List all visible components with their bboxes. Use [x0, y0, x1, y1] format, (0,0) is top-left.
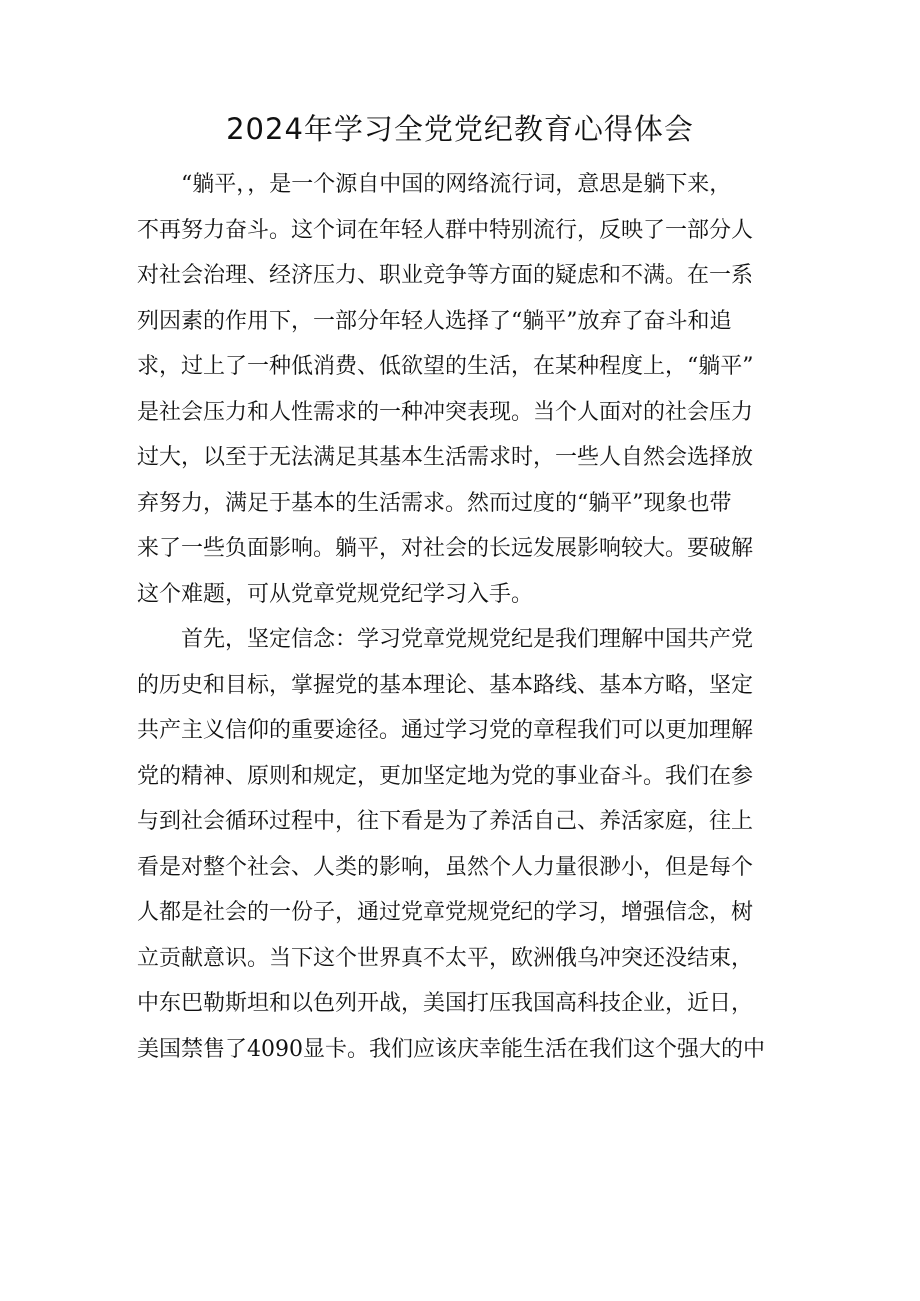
text-line: 共产主义信仰的重要途径。通过学习党的章程我们可以更加理解	[137, 718, 754, 743]
document-title: 2024年学习全党党纪教育心得体会	[226, 112, 694, 146]
text-line: 的历史和目标，掌握党的基本理论、基本路线、基本方略，坚定	[137, 672, 754, 698]
paragraph-1	[137, 162, 797, 617]
paragraph-2	[137, 617, 797, 1072]
text-line: 立贡献意识。当下这个世界真不太平，欧洲俄乌冲突还没结束，	[137, 945, 754, 971]
text-line: 看是对整个社会、人类的影响，虽然个人力量很渺小，但是每个	[137, 854, 754, 880]
text-line: 这个难题，可从党章党规党纪学习入手。	[137, 581, 534, 607]
document-body	[137, 162, 797, 1072]
text-line: 人都是社会的一份子，通过党章党规党纪的学习，增强信念，树	[137, 900, 754, 925]
text-line: 来了一些负面影响。躺平，对社会的长远发展影响较大。要破解	[137, 536, 754, 561]
text-line: 不再努力奋斗。这个词在年轻人群中特别流行，反映了一部分人	[137, 217, 754, 243]
text-line: 列因素的作用下，一部分年轻人选择了“躺平”放弃了奋斗和追	[137, 308, 732, 334]
text-line: 中东巴勒斯坦和以色列开战，美国打压我国高科技企业，近日，	[137, 991, 754, 1016]
text-line: 是社会压力和人性需求的一种冲突表现。当个人面对的社会压力	[137, 399, 754, 425]
text-line: 美国禁售了4090显卡。我们应该庆幸能生活在我们这个强大的中	[137, 1036, 765, 1062]
text-line: “躺平，，是一个源自中国的网络流行词，意思是躺下来，	[181, 172, 732, 197]
text-line: 弃努力，满足于基本的生活需求。然而过度的“躺平”现象也带	[137, 490, 732, 516]
text-line: 对社会治理、经济压力、职业竞争等方面的疑虑和不满。在一系	[137, 263, 754, 288]
text-line: 求，过上了一种低消费、低欲望的生活，在某种程度上，“躺平”	[137, 354, 754, 379]
text-line: 与到社会循环过程中，往下看是为了养活自己、养活家庭，往上	[137, 809, 754, 834]
text-line: 过大，以至于无法满足其基本生活需求时，一些人自然会选择放	[137, 445, 754, 470]
text-line: 首先，坚定信念：学习党章党规党纪是我们理解中国共产党	[181, 627, 754, 652]
text-line: 党的精神、原则和规定，更加坚定地为党的事业奋斗。我们在参	[137, 763, 754, 789]
